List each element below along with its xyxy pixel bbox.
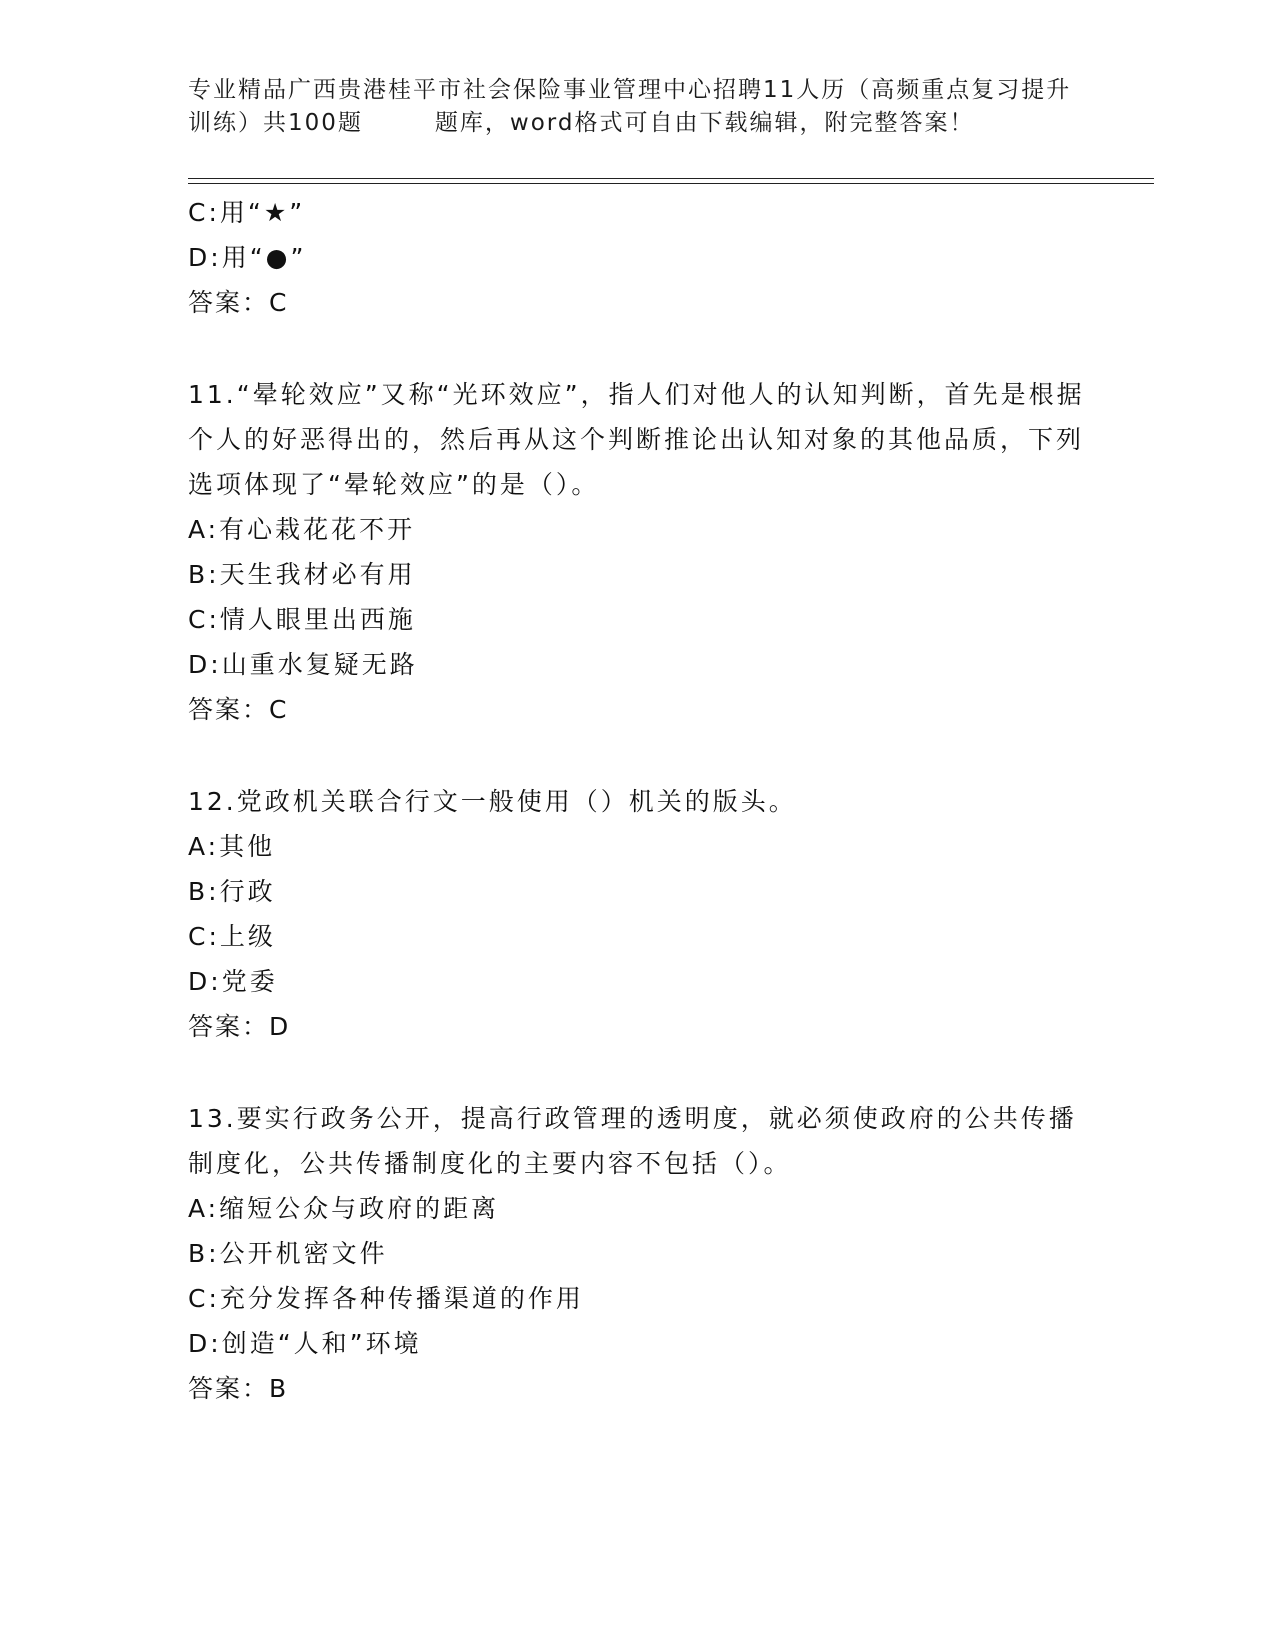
option-line (188, 552, 1088, 597)
option-key: D: (188, 243, 222, 272)
answer-line: 答案：B (188, 1374, 289, 1403)
option-key: C: (188, 198, 220, 227)
option-text: 山重水复疑无路 (221, 650, 418, 679)
option-text: 上级 (219, 922, 276, 951)
answer-line: 答案：C (188, 695, 289, 724)
option-line (188, 1186, 1088, 1231)
option-text: 党委 (221, 967, 278, 996)
question-block (188, 779, 1088, 1049)
option-line (188, 642, 1088, 687)
option-line (188, 1321, 1088, 1366)
option-key: C: (188, 1284, 220, 1313)
option-text: 缩短公众与政府的距离 (219, 1194, 500, 1223)
header-divider-bottom (188, 183, 1154, 184)
option-text: 天生我材必有用 (219, 560, 416, 589)
question-block (188, 1096, 1088, 1411)
question-content (188, 190, 1088, 1411)
option-text: 用“★” (219, 198, 306, 227)
option-line (188, 914, 1088, 959)
option-text: 创造“人和”环境 (221, 1329, 422, 1358)
option-line (188, 869, 1088, 914)
option-line (188, 959, 1088, 1004)
option-key: C: (188, 922, 220, 951)
option-line (188, 1231, 1088, 1276)
option-key: A: (188, 832, 220, 861)
header-title-line1: 专业精品广西贵港桂平市社会保险事业管理中心招聘11人历（高频重点复习提升 (188, 77, 1072, 103)
option-text: 有心栽花花不开 (219, 515, 416, 544)
option-line (188, 235, 1088, 280)
option-line (188, 824, 1088, 869)
option-line (188, 190, 1088, 235)
option-text: 公开机密文件 (219, 1239, 388, 1268)
option-key: B: (188, 1239, 220, 1268)
option-line (188, 597, 1088, 642)
answer-line: 答案：D (188, 1012, 291, 1041)
option-key: D: (188, 967, 222, 996)
page-header (188, 74, 1078, 140)
option-key: A: (188, 1194, 220, 1223)
header-title-line2 (188, 107, 1078, 140)
question-text: 13.要实行政务公开，提高行政管理的透明度，就必须使政府的公共传播制度化，公共传播制度化的主要内容不包括（）。 (188, 1104, 1077, 1178)
option-line (188, 1276, 1088, 1321)
option-text: 其他 (219, 832, 276, 861)
question-block (188, 372, 1088, 732)
option-key: A: (188, 515, 220, 544)
option-text: 行政 (219, 877, 276, 906)
header-divider-top (188, 178, 1154, 179)
question-text: 11.“晕轮效应”又称“光环效应”，指人们对他人的认知判断，首先是根据个人的好恶得出的，然后再从这个判断推论出认知对象的其他品质，下列选项体现了“晕轮效应”的是（）。 (188, 380, 1085, 499)
option-key: C: (188, 605, 220, 634)
prev-question-block (188, 190, 1088, 325)
header-title-line2-left: 训练）共100题 (188, 110, 363, 136)
answer-line: 答案：C (188, 288, 289, 317)
header-title-line2-right: 题库，word格式可自由下载编辑，附完整答案！ (434, 110, 975, 136)
option-key: B: (188, 877, 220, 906)
option-key: D: (188, 1329, 222, 1358)
question-text: 12.党政机关联合行文一般使用（）机关的版头。 (188, 787, 797, 816)
option-line (188, 507, 1088, 552)
option-text: 用“●” (221, 243, 307, 272)
option-text: 充分发挥各种传播渠道的作用 (219, 1284, 584, 1313)
option-text: 情人眼里出西施 (219, 605, 416, 634)
option-key: B: (188, 560, 220, 589)
option-key: D: (188, 650, 222, 679)
